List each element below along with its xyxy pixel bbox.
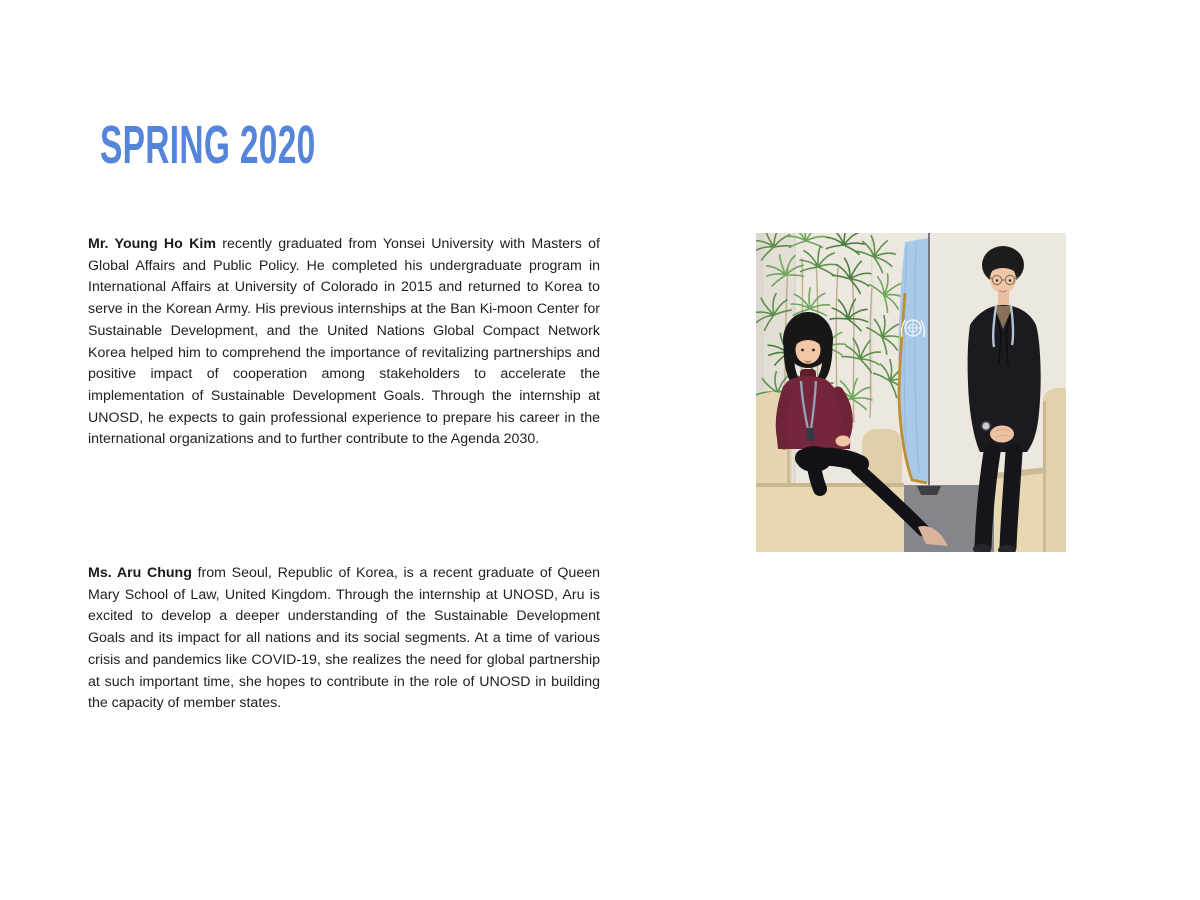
interns-photo [756,233,1066,552]
intern-name-aru-chung: Ms. Aru Chung [88,565,192,581]
intern-name-young-ho-kim: Mr. Young Ho Kim [88,236,216,252]
page-title: SPRING 2020 [100,115,316,175]
bio-text-young-ho-kim: recently graduated from Yonsei University with Masters of Global Affairs and Public Policy. He completed his undergraduate program in International Affairs at University of Colorado in 2015 and returned to Korea to serve in the Korean Army. His previous internships at the Ban Ki-moon Center for Sustainable Development, and the United Nations Global Compact Network Korea helped him to comprehend the importance of revitalizing partnerships and positive impact of cooperation among stakeholders to accelerate the implementation of Sustainable Development Goals. Through the internship at UNOSD, he expects to gain professional experience to prepare his career in the international organizations and to further contribute to the Agenda 2030. [88,236,600,448]
bio-paragraph-young-ho-kim [88,234,600,451]
flag-stand [917,486,941,495]
bio-text-aru-chung: from Seoul, Republic of Korea, is a recent graduate of Queen Mary School of Law, United Kingdom. Through the internship at UNOSD, Aru is excited to develop a deeper understanding of the Sustainable Development Goals and its impact for all nations and its social segments. At a time of various crisis and pandemics like COVID-19, she realizes the need for global partnership at such important time, she hopes to contribute in the role of UNOSD in building the capacity of member states. [88,565,600,712]
interns-photo-graphic [756,233,1066,552]
bio-paragraph-aru-chung [88,563,600,715]
